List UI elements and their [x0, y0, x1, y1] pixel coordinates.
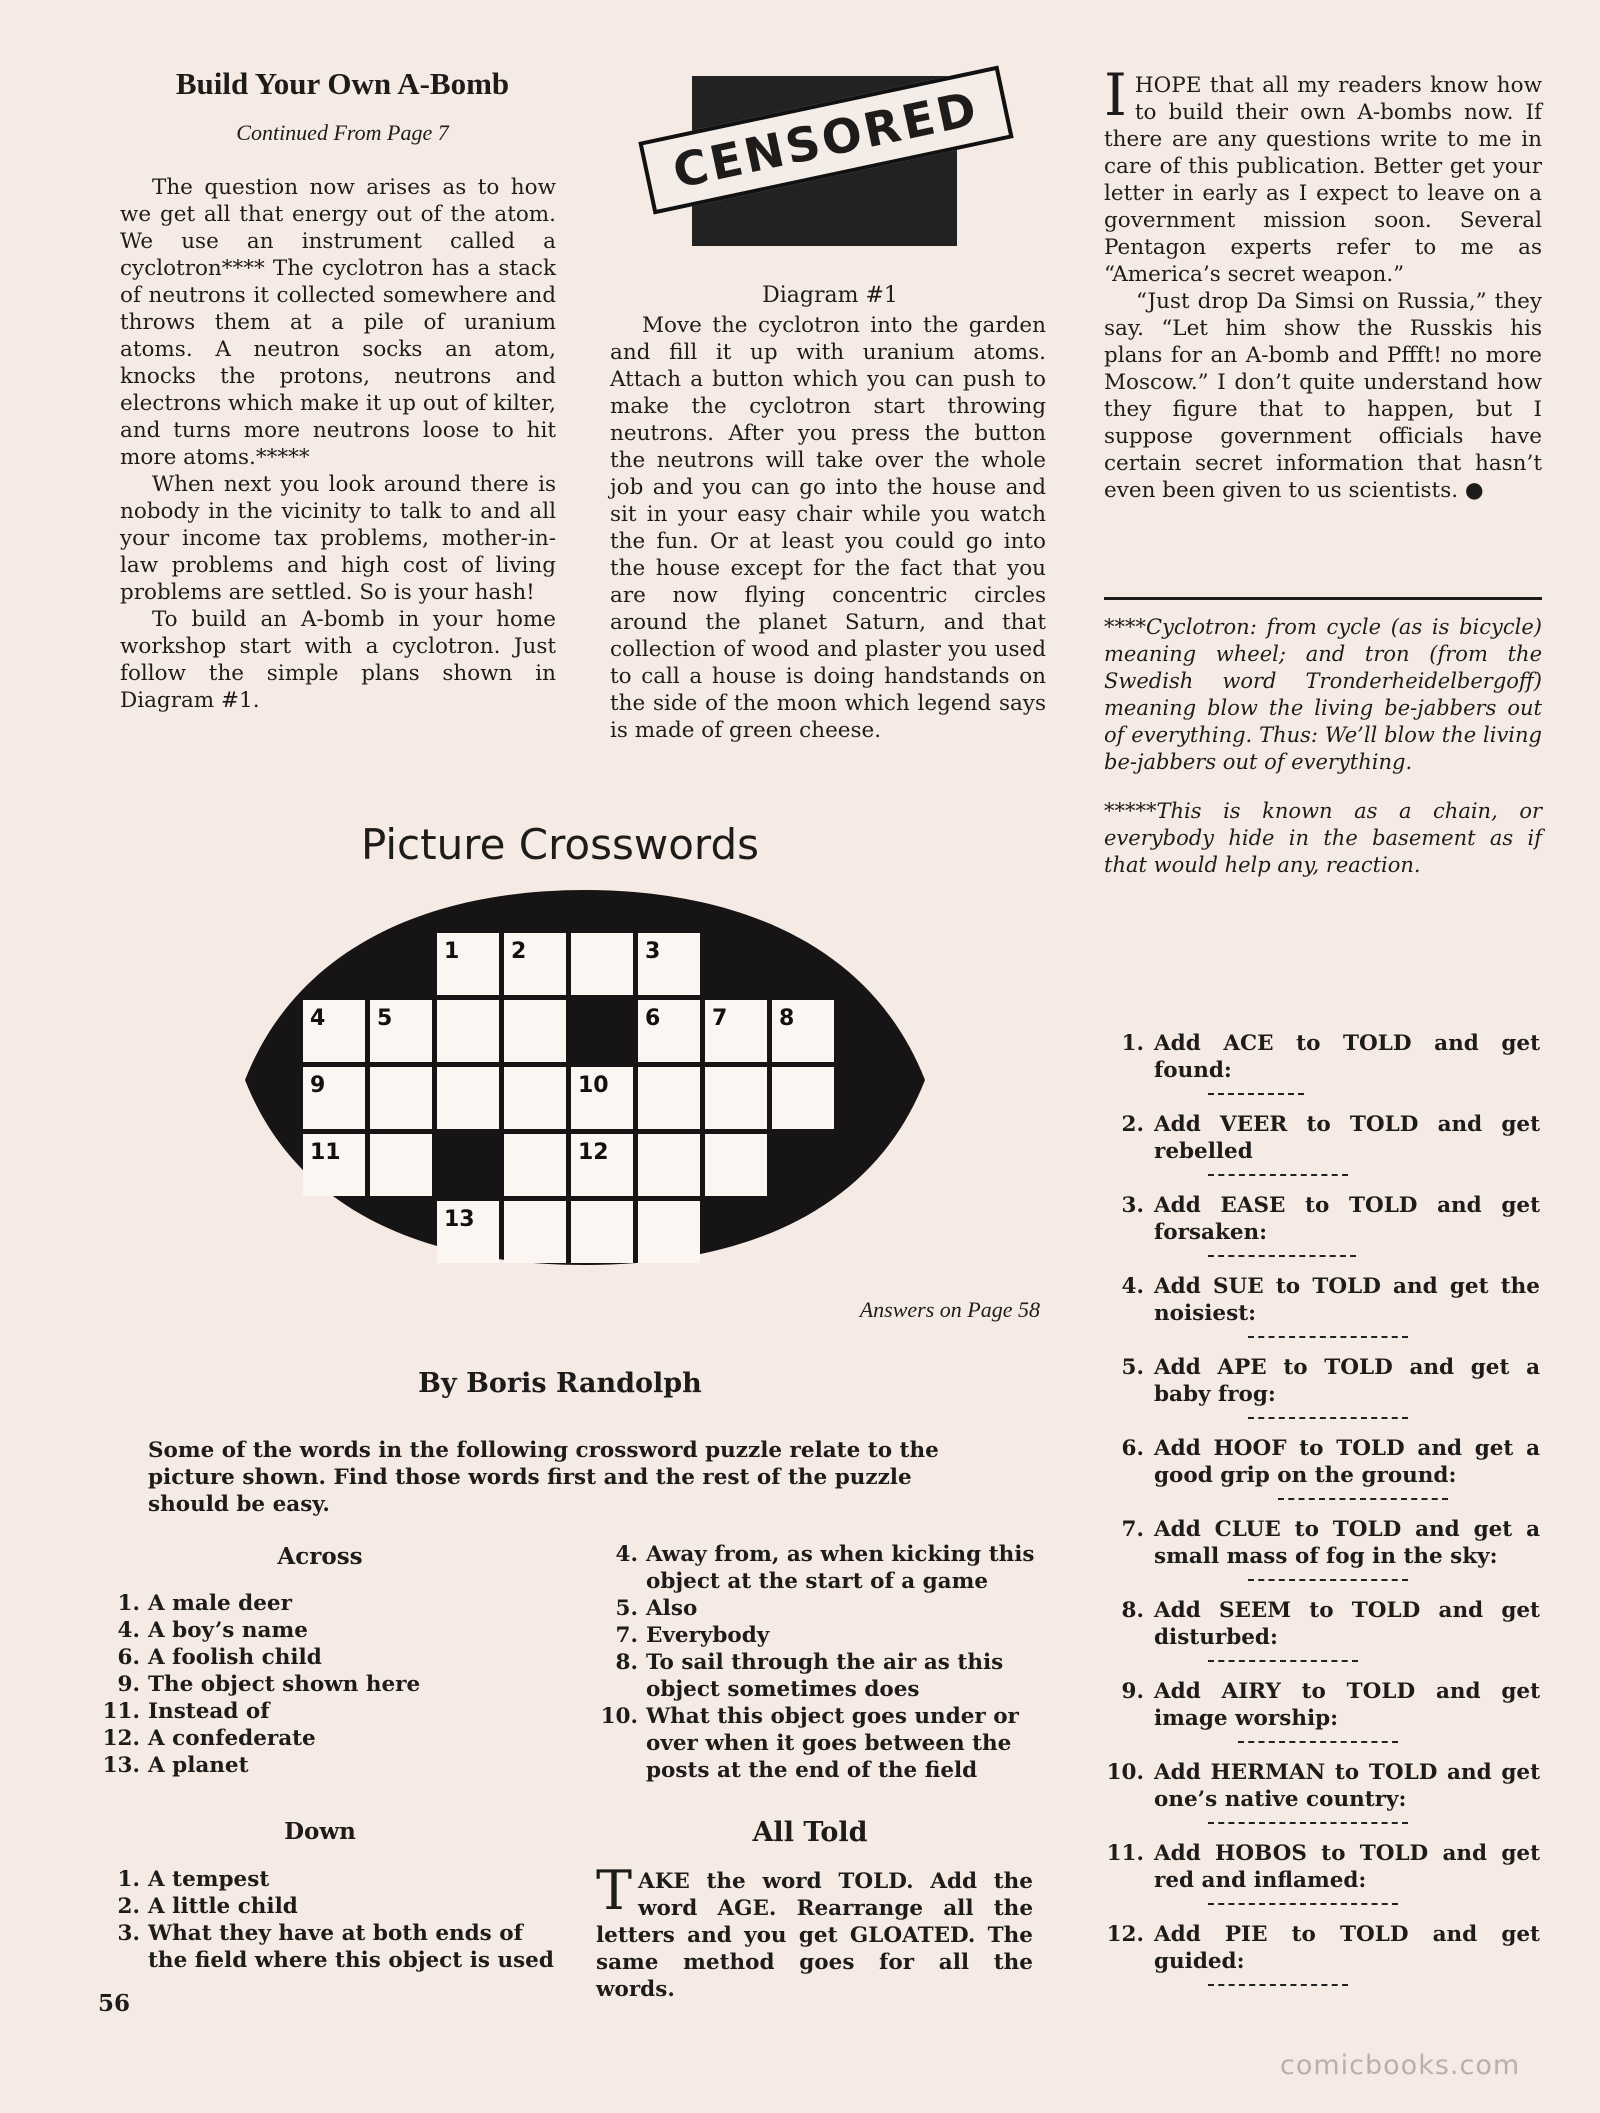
clue-text: A little child	[148, 1894, 298, 1919]
clue-text: To sail through the air as this object sometimes does	[646, 1650, 1004, 1702]
cell-number: 3	[645, 939, 661, 964]
crossword-cell[interactable]	[638, 1201, 700, 1263]
clue-item	[98, 1644, 488, 1671]
all-told-question	[1100, 1921, 1540, 2002]
clue-text: The object shown here	[148, 1672, 421, 1697]
clue-number: 9.	[117, 1672, 140, 1697]
clue-number: 12.	[102, 1726, 140, 1751]
all-told-question	[1100, 1678, 1540, 1759]
article-column-2	[610, 312, 1046, 744]
answer-blank[interactable]	[1208, 1173, 1348, 1176]
clue-number: 6.	[117, 1645, 140, 1670]
article-column-3	[1104, 61, 1542, 504]
question-text: Add EASE to TOLD and get forsaken:	[1154, 1192, 1540, 1273]
question-text: Add CLUE to TOLD and get a small mass of fog in the sky:	[1154, 1516, 1540, 1597]
across-heading: Across	[277, 1543, 363, 1570]
answer-blank[interactable]	[1208, 1902, 1398, 1905]
drop-cap: I	[1104, 61, 1127, 129]
clue-item	[596, 1541, 1036, 1595]
question-text: Add SEEM to TOLD and get disturbed:	[1154, 1597, 1540, 1678]
clue-number: 1.	[117, 1867, 140, 1892]
article-paragraph: The question now arises as to how we get all that energy out of the atom. We use an instrument called a cyclotron**** The cyclotron has a stack of neutrons it collected somewhere and throws them at a pile of uranium atoms. A neutron socks an atom, knocks the protons, neutrons and electrons which make it up out of kilter, and turns more neutrons loose to hit more atoms.*****	[120, 175, 556, 470]
question-number: 1.	[1121, 1031, 1144, 1056]
cell-number: 13	[444, 1207, 475, 1232]
down-heading: Down	[284, 1818, 356, 1845]
all-told-heading: All Told	[752, 1817, 868, 1848]
all-told-intro	[596, 1859, 1033, 2003]
all-told-question	[1100, 1192, 1540, 1273]
all-told-question	[1100, 1354, 1540, 1435]
question-text: Add AIRY to TOLD and get image worship:	[1154, 1678, 1540, 1759]
clue-text: A male deer	[148, 1591, 292, 1616]
question-text: Add ACE to TOLD and get found:	[1154, 1030, 1540, 1111]
question-text: Add SUE to TOLD and get the noisiest:	[1154, 1273, 1540, 1354]
question-text: Add PIE to TOLD and get guided:	[1154, 1921, 1540, 2002]
byline: By Boris Randolph	[418, 1368, 702, 1399]
continued-note: Continued From Page 7	[236, 120, 449, 145]
answer-blank[interactable]	[1208, 1254, 1356, 1257]
answer-blank[interactable]	[1248, 1335, 1408, 1338]
crossword-intro: Some of the words in the following crossword puzzle relate to the picture shown. Find those words first and the rest of the puzzle should be easy.	[148, 1438, 939, 1517]
clue-number: 8.	[615, 1650, 638, 1675]
diagram-caption: Diagram #1	[762, 283, 898, 308]
crossword-cell[interactable]	[504, 1201, 566, 1263]
all-told-question	[1100, 1273, 1540, 1354]
answer-blank[interactable]	[1248, 1416, 1408, 1419]
clue-number: 2.	[117, 1894, 140, 1919]
down-clues-continued	[596, 1541, 1036, 1784]
clue-item	[98, 1698, 488, 1725]
crossword-cell[interactable]	[370, 1067, 432, 1129]
article-paragraph	[1104, 61, 1542, 288]
question-text: Add VEER to TOLD and get rebelled	[1154, 1111, 1540, 1192]
question-number: 11.	[1106, 1841, 1144, 1866]
answer-blank[interactable]	[1208, 1821, 1408, 1824]
football-crossword-grid	[240, 880, 930, 1270]
cell-number: 12	[578, 1140, 609, 1165]
clue-text: A foolish child	[148, 1645, 322, 1670]
clue-number: 13.	[102, 1753, 140, 1778]
question-text: Add HOBOS to TOLD and get red and inflamed:	[1154, 1840, 1540, 1921]
crossword-cell[interactable]	[571, 1201, 633, 1263]
crossword-cell[interactable]	[571, 933, 633, 995]
crossword-cell[interactable]	[638, 1067, 700, 1129]
question-number: 12.	[1106, 1922, 1144, 1947]
cell-number: 8	[779, 1006, 795, 1031]
article-paragraph: To build an A-bomb in your home workshop start with a cyclotron. Just follow the simple plans shown in Diagram #1.	[120, 607, 556, 713]
clue-item	[98, 1617, 488, 1644]
crossword-cell[interactable]	[504, 1067, 566, 1129]
crossword-cell[interactable]	[370, 1134, 432, 1196]
watermark: comicbooks.com	[1280, 2050, 1521, 2081]
clue-item	[596, 1703, 1036, 1784]
footnote: ****Cyclotron: from cycle (as is bicycle) meaning wheel; and tron (from the Swedish word Tronderheidelbergoff) meaning blow the living be-jabbers out of everything. Thus: We’ll blow the living be-jabbers out of everything.	[1104, 615, 1542, 774]
drop-cap: T	[596, 1859, 633, 1922]
crossword-cell[interactable]	[504, 1000, 566, 1062]
clue-item	[98, 1893, 558, 1920]
crossword-cell[interactable]	[437, 1067, 499, 1129]
article-paragraph: Move the cyclotron into the garden and fill it up with uranium atoms. Attach a button which you can push to make the cyclotron start throwing neutrons. After you press the button the neutrons will take over the whole job and you can go into the house and sit in your easy chair while you watch the fun. Or at least you could go into the house except for the fact that you are now flying concentric circles around the planet Saturn, and that collection of wood and plaster you used to call a house is doing handstands on the side of the moon which legend says is made of green cheese.	[610, 313, 1046, 743]
answer-blank[interactable]	[1208, 1659, 1358, 1662]
all-told-questions	[1100, 1030, 1540, 2002]
crossword-cell[interactable]	[705, 1134, 767, 1196]
clue-item	[98, 1671, 488, 1698]
crossword-cell[interactable]	[504, 1134, 566, 1196]
clue-number: 5.	[615, 1596, 638, 1621]
clue-item	[98, 1725, 488, 1752]
down-clues	[98, 1866, 558, 1974]
question-number: 7.	[1121, 1517, 1144, 1542]
all-told-question	[1100, 1759, 1540, 1840]
clue-text: Away from, as when kicking this object at the start of a game	[646, 1542, 1035, 1594]
cell-number: 6	[645, 1006, 661, 1031]
clue-text: A tempest	[148, 1867, 270, 1892]
article-paragraph: When next you look around there is nobody in the vicinity to talk to and all your income tax problems, mother-in-law problems and high cost of living problems are settled. So is your hash!	[120, 472, 556, 605]
paragraph-text: HOPE that all my readers know how to build their own A-bombs now. If there are any questions write to me in care of this publication. Better get your letter in early as I expect to leave on a government mission soon. Several Pentagon experts refer to me as “America’s secret weapon.”	[1104, 73, 1542, 287]
all-told-question	[1100, 1840, 1540, 1921]
question-number: 5.	[1121, 1355, 1144, 1380]
cell-number: 1	[444, 939, 460, 964]
cell-number: 9	[310, 1073, 326, 1098]
answer-blank[interactable]	[1208, 1092, 1304, 1095]
question-text: Add HOOF to TOLD and get a good grip on the ground:	[1154, 1435, 1540, 1516]
clue-number: 10.	[600, 1704, 638, 1729]
crossword-cell[interactable]	[705, 1067, 767, 1129]
clue-text: Also	[646, 1596, 698, 1621]
clue-item	[596, 1622, 1036, 1649]
clue-text: Instead of	[148, 1699, 270, 1724]
page-number: 56	[98, 1990, 131, 2017]
article-paragraph: “Just drop Da Simsi on Russia,” they say. “Let him show the Russkis his plans for an A-bomb and Pffft! no more Moscow.” I don’t quite understand how they figure that to happen, but I suppose government officials have certain secret information that hasn’t even been given to us scientists. ●	[1104, 289, 1542, 503]
question-number: 8.	[1121, 1598, 1144, 1623]
clue-number: 3.	[117, 1921, 140, 1946]
clue-item	[596, 1595, 1036, 1622]
question-number: 9.	[1121, 1679, 1144, 1704]
clue-item	[98, 1590, 488, 1617]
clue-text: A confederate	[148, 1726, 316, 1751]
question-number: 10.	[1106, 1760, 1144, 1785]
all-told-question	[1100, 1435, 1540, 1516]
clue-number: 7.	[615, 1623, 638, 1648]
question-text: Add HERMAN to TOLD and get one’s native country:	[1154, 1759, 1540, 1840]
footnotes	[1104, 614, 1542, 901]
question-number: 6.	[1121, 1436, 1144, 1461]
clue-item	[98, 1866, 558, 1893]
question-text: Add APE to TOLD and get a baby frog:	[1154, 1354, 1540, 1435]
clue-text: A boy’s name	[148, 1618, 308, 1643]
clue-number: 11.	[102, 1699, 140, 1724]
clue-text: Everybody	[646, 1623, 770, 1648]
cell-number: 10	[578, 1073, 609, 1098]
divider-rule	[1104, 597, 1542, 600]
crossword-cell[interactable]	[638, 1134, 700, 1196]
answers-note: Answers on Page 58	[859, 1297, 1040, 1322]
across-clues	[98, 1590, 488, 1779]
answer-blank[interactable]	[1278, 1497, 1448, 1500]
article-title: Build Your Own A-Bomb	[175, 66, 510, 101]
clue-text: What this object goes under or over when it goes between the posts at the end of the field	[646, 1704, 1019, 1783]
all-told-text: AKE the word TOLD. Add the word AGE. Rearrange all the letters and you get GLOATED. The same method goes for all the words.	[596, 1869, 1033, 2002]
cell-number: 4	[310, 1006, 326, 1031]
crossword-cell[interactable]	[437, 1000, 499, 1062]
answer-blank[interactable]	[1208, 1983, 1348, 1986]
cell-number: 2	[511, 939, 527, 964]
all-told-question	[1100, 1030, 1540, 1111]
article-column-1	[120, 174, 556, 714]
all-told-question	[1100, 1516, 1540, 1597]
clue-number: 4.	[615, 1542, 638, 1567]
clue-item	[596, 1649, 1036, 1703]
cell-number: 7	[712, 1006, 728, 1031]
answer-blank[interactable]	[1238, 1740, 1398, 1743]
question-number: 4.	[1121, 1274, 1144, 1299]
question-number: 3.	[1121, 1193, 1144, 1218]
clue-item	[98, 1752, 488, 1779]
clue-text: What they have at both ends of the field where this object is used	[148, 1921, 554, 1973]
crossword-title: Picture Crosswords	[360, 820, 760, 869]
clue-number: 4.	[117, 1618, 140, 1643]
cell-number: 11	[310, 1140, 341, 1165]
clue-number: 1.	[117, 1591, 140, 1616]
all-told-question	[1100, 1597, 1540, 1678]
crossword-cell[interactable]	[772, 1067, 834, 1129]
clue-item	[98, 1920, 558, 1974]
clue-text: A planet	[148, 1753, 249, 1778]
footnote: *****This is known as a chain, or everybody hide in the basement as if that would help any, reaction.	[1104, 799, 1542, 877]
question-number: 2.	[1121, 1112, 1144, 1137]
censored-stamp: CENSORED	[638, 66, 1013, 215]
cell-number: 5	[377, 1006, 393, 1031]
answer-blank[interactable]	[1248, 1578, 1408, 1581]
all-told-question	[1100, 1111, 1540, 1192]
